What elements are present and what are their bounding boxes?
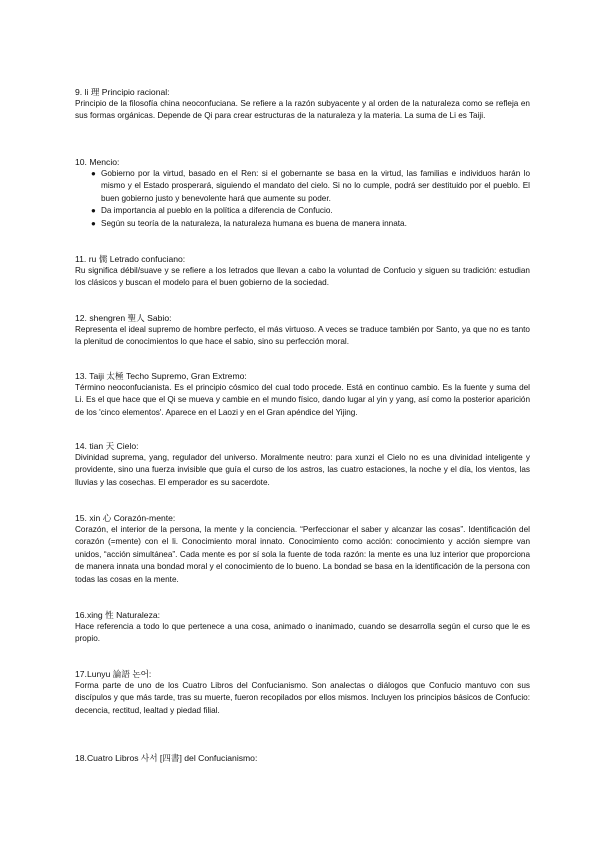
entry-body: Forma parte de uno de los Cuatro Libros del Confucianismo. Son analectas o diálogos que Confucio mantuvo con sus discípulos y que más tarde, tras su muerte, fueron recopilados por ellos mismos. Incluyen los principios básicos de Confucio: decencia, rectitud, lealtad y piedad filial. bbox=[75, 681, 530, 715]
entry-body: Representa el ideal supremo de hombre perfecto, el más virtuoso. A veces se traduce también por Santo, ya que no es tanto la plenitud de conocimientos lo que hace el sabio, sino su perfección moral. bbox=[75, 325, 530, 347]
entry-heading: 18.Cuatro Libros 사서 [四書] del Confucianismo: bbox=[75, 753, 258, 763]
entry-body: Término neoconfucianista. Es el principio cósmico del cual todo procede. Está en continuo cambio. Es la fuente y suma del Li. Es el que hace que el Qi se mueva y cambie en el mundo físico, dando lugar al yin y yang, así como la posterior aparición de los 'cinco elementos'. Aparece en el Laozi y en el Gran apéndice del Yijing. bbox=[75, 383, 530, 417]
entry-heading: 17.Lunyu 論語 논어: bbox=[75, 669, 152, 679]
entry-body: Corazón, el interior de la persona, la mente y la conciencia. “Perfeccionar el saber y alcanzar las cosas”. Identificación del corazón (=mente) con el li. Conocimiento moral innato. Conocimiento como acción: conocimiento y acción siempre van unidos, “acción simultánea”. Cada mente es por sí sola la fuente de toda razón: la mente es una luz interior que proporciona de manera innata una bondad moral y el conocimiento de lo bueno. La bondad se basa en la identificación de la persona con todas las cosas en la mente. bbox=[75, 525, 530, 584]
entry-lunyu bbox=[75, 668, 530, 717]
entry-heading: 14. tian 天 Cielo: bbox=[75, 441, 139, 451]
entry-cuatro-libros bbox=[75, 752, 530, 764]
entry-heading: 16.xing 性 Naturaleza: bbox=[75, 610, 161, 620]
bullet-icon: ● bbox=[91, 206, 96, 216]
entry-li bbox=[75, 86, 530, 123]
entry-xing bbox=[75, 609, 530, 646]
entry-heading: 15. xin 心 Corazón-mente: bbox=[75, 513, 176, 523]
entry-heading: 9. li 理 Principio racional: bbox=[75, 87, 170, 97]
entry-ru bbox=[75, 253, 530, 290]
bullet-icon: ● bbox=[91, 218, 96, 228]
entry-mencio bbox=[75, 156, 530, 230]
entry-body: Ru significa débil/suave y se refiere a los letrados que llevan a cabo la voluntad de Confucio y siguen su tradición: estudian los clásicos y buscan el modelo para el buen gobierno de la sociedad. bbox=[75, 266, 530, 288]
entry-body: Principio de la filosofía china neoconfuciana. Se refiere a la razón subyacente y al orden de la naturaleza como se refleja en sus formas orgánicas. Depende de Qi para crear estructuras de la naturaleza y la materia. La suma de Li es Taiji. bbox=[75, 99, 530, 121]
entry-heading: 11. ru 儒 Letrado confuciano: bbox=[75, 254, 186, 264]
entry-heading: 12. shengren 聖人 Sabio: bbox=[75, 313, 172, 323]
entry-taiji bbox=[75, 370, 530, 419]
entry-heading: 13. Taiji 太極 Techo Supremo, Gran Extremo: bbox=[75, 371, 247, 381]
entry-xin bbox=[75, 512, 530, 586]
bullet-item: ● Según su teoría de la naturaleza, la naturaleza humana es buena de manera innata. bbox=[75, 218, 530, 230]
entry-heading: 10. Mencio: bbox=[75, 157, 120, 167]
bullet-item: ● Gobierno por la virtud, basado en el Ren: si el gobernante se basa en la virtud, las familias e individuos harán lo mismo y el Estado prosperará, siguiendo el mandato del cielo. Si no lo cumple, podrá ser destituido por el pueblo. El buen gobierno justo y benevolente hará que aumente su poder. bbox=[91, 169, 530, 203]
entry-body: Hace referencia a todo lo que pertenece a una cosa, animado o inanimado, cuando se desarrolla según el curso que le es propio. bbox=[75, 622, 530, 644]
entry-body: Divinidad suprema, yang, regulador del universo. Moralmente neutro: para xunzi el Cielo no es una divinidad inteligente y providente, sino una fuerza invisible que guía el curso de los astros, las cuatro estaciones, la noche y el día, los vientos, las lluvias y las cosechas. El emperador es su sacerdote. bbox=[75, 453, 530, 487]
entry-tian bbox=[75, 440, 530, 489]
bullet-item: ● Da importancia al pueblo en la política a diferencia de Confucio. bbox=[75, 205, 530, 217]
bullet-icon: ● bbox=[91, 169, 96, 178]
entry-shengren bbox=[75, 312, 530, 349]
